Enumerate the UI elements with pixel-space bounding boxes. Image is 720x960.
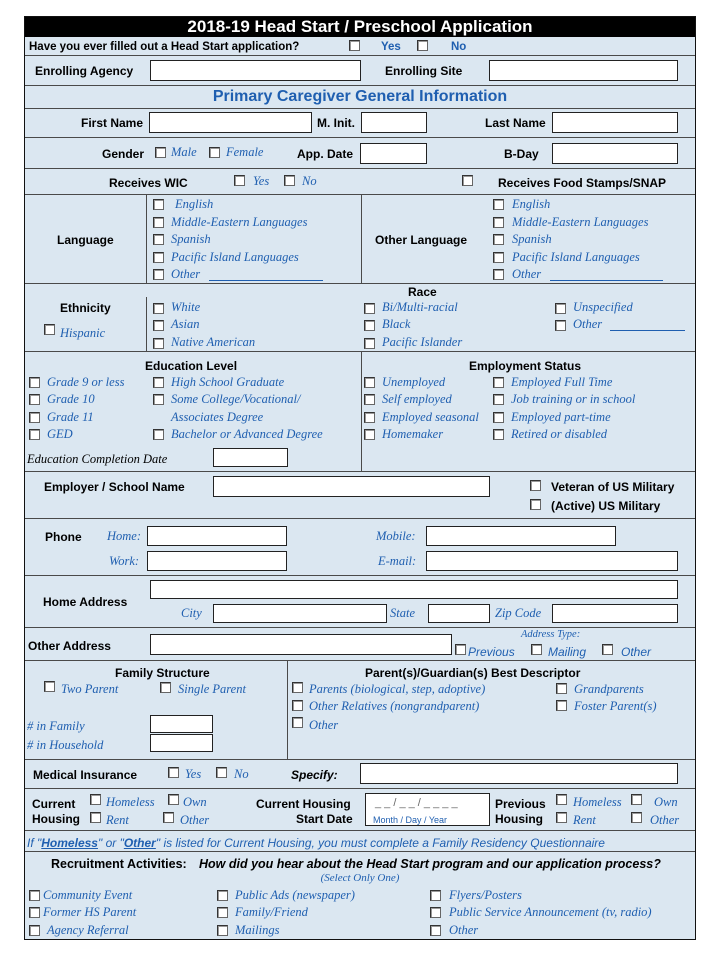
current-other-label: Other: [180, 813, 210, 827]
address-type-previous-label: Previous: [468, 645, 515, 659]
divider: [146, 194, 147, 283]
race-pacific-islander-label: Pacific Islander: [382, 335, 463, 349]
emp-part-time-checkbox[interactable]: [493, 412, 504, 423]
current-homeless-checkbox[interactable]: [90, 794, 101, 805]
other-language-english-label: English: [512, 197, 551, 211]
divider: [25, 55, 695, 56]
language-middle-eastern-checkbox[interactable]: [153, 217, 164, 228]
current-other-checkbox[interactable]: [163, 812, 174, 823]
emp-job-training-checkbox[interactable]: [493, 394, 504, 405]
active-military-label: (Active) US Military: [551, 499, 661, 513]
last-name-label: Last Name: [485, 116, 546, 130]
email-label: E-mail:: [378, 554, 417, 568]
descriptor-foster-label: Foster Parent(s): [574, 699, 657, 713]
in-family-label: # in Family: [27, 719, 85, 733]
emp-retired-label: Retired or disabled: [511, 427, 608, 441]
divider: [25, 518, 695, 519]
race-white-checkbox[interactable]: [153, 303, 164, 314]
recruit-psa-label: Public Service Announcement (tv, radio): [449, 905, 652, 919]
hispanic-label: Hispanic: [60, 326, 106, 340]
state-label: State: [390, 606, 415, 620]
filled-before-question: Have you ever filled out a Head Start application?: [29, 41, 300, 53]
recruit-community-event-label: Community Event: [43, 888, 133, 902]
employer-label: Employer / School Name: [44, 480, 185, 494]
housing-start-label-line2: Start Date: [296, 812, 353, 826]
housing-start-label-line1: Current Housing: [256, 797, 351, 811]
other-address-label: Other Address: [28, 639, 111, 653]
edu-ged-checkbox[interactable]: [29, 429, 40, 440]
edu-grade11-checkbox[interactable]: [29, 412, 40, 423]
divider: [361, 194, 362, 283]
recruitment-label: Recruitment Activities:: [51, 857, 187, 871]
language-other-checkbox[interactable]: [153, 269, 164, 280]
edu-completion-date-input[interactable]: [213, 448, 288, 467]
wic-yes-label: Yes: [253, 174, 270, 188]
divider: [361, 351, 362, 471]
state-input[interactable]: [428, 604, 490, 623]
application-form: [24, 16, 696, 940]
edu-hs-graduate-label: High School Graduate: [171, 375, 285, 389]
edu-grade9-checkbox[interactable]: [29, 377, 40, 388]
divider: [25, 575, 695, 576]
divider: [25, 660, 695, 661]
emp-job-training-label: Job training or in school: [511, 392, 636, 406]
home-address-input[interactable]: [150, 580, 678, 599]
phone-work-input[interactable]: [147, 551, 287, 571]
app-date-input[interactable]: [360, 143, 427, 164]
descriptor-parents-checkbox[interactable]: [292, 682, 303, 693]
veteran-checkbox[interactable]: [530, 480, 541, 491]
previous-other-checkbox[interactable]: [631, 812, 642, 823]
education-title: Education Level: [145, 359, 238, 373]
race-asian-label: Asian: [171, 317, 200, 331]
address-type-previous-checkbox[interactable]: [455, 644, 466, 655]
language-pacific-island-checkbox[interactable]: [153, 252, 164, 263]
divider: [25, 830, 695, 831]
current-rent-checkbox[interactable]: [90, 812, 101, 823]
medical-no-label: No: [234, 767, 249, 781]
app-date-label: App. Date: [297, 147, 354, 161]
housing-start-date-mask: _ _ / _ _ / _ _ _ _: [375, 797, 458, 809]
other-address-input[interactable]: [150, 634, 452, 655]
edu-completion-date-label: Education Completion Date: [27, 452, 168, 466]
previous-rent-checkbox[interactable]: [556, 812, 567, 823]
footnote-homeless: Homeless: [41, 836, 98, 850]
recruit-flyers-label: Flyers/Posters: [449, 888, 522, 902]
single-parent-checkbox[interactable]: [160, 682, 171, 693]
housing-footnote: If "Homeless" or "Other" is listed for Current Housing, you must complete a Family Residency Questionnaire: [27, 836, 605, 850]
gender-female-checkbox[interactable]: [209, 147, 220, 158]
edu-grade10-checkbox[interactable]: [29, 394, 40, 405]
recruit-mailings-checkbox[interactable]: [217, 925, 228, 936]
medical-specify-label: Specify:: [291, 768, 338, 782]
snap-checkbox[interactable]: [462, 175, 473, 186]
recruit-community-event-checkbox[interactable]: [29, 890, 40, 901]
descriptor-foster-checkbox[interactable]: [556, 700, 567, 711]
previous-housing-label-line1: Previous: [495, 797, 546, 811]
email-input[interactable]: [426, 551, 678, 571]
edu-grade9-label: Grade 9 or less: [47, 375, 125, 389]
wic-no-checkbox[interactable]: [284, 175, 295, 186]
first-name-label: First Name: [81, 116, 144, 130]
section-title: Primary Caregiver General Information: [212, 88, 508, 105]
zip-label: Zip Code: [495, 606, 542, 620]
previous-rent-label: Rent: [573, 813, 596, 827]
zip-input[interactable]: [552, 604, 678, 623]
recruit-public-ads-label: Public Ads (newspaper): [235, 888, 355, 902]
race-pacific-islander-checkbox[interactable]: [364, 338, 375, 349]
race-multiracial-label: Bi/Multi-racial: [382, 300, 458, 314]
active-military-checkbox[interactable]: [530, 499, 541, 510]
bday-label: B-Day: [504, 147, 539, 161]
divider: [25, 108, 695, 109]
race-black-checkbox[interactable]: [364, 320, 375, 331]
wic-label: Receives WIC: [109, 176, 188, 190]
other-language-spanish-checkbox[interactable]: [493, 234, 504, 245]
enrolling-agency-input[interactable]: [150, 60, 361, 81]
last-name-input[interactable]: [552, 112, 678, 133]
phone-mobile-input[interactable]: [426, 526, 616, 546]
other-language-middle-eastern-label: Middle-Eastern Languages: [512, 215, 649, 229]
emp-full-time-label: Employed Full Time: [511, 375, 613, 389]
gender-male-label: Male: [171, 145, 197, 159]
wic-yes-checkbox[interactable]: [234, 175, 245, 186]
two-parent-label: Two Parent: [61, 682, 119, 696]
medical-yes-checkbox[interactable]: [168, 767, 179, 778]
previous-homeless-checkbox[interactable]: [556, 794, 567, 805]
filled-before-no-label: No: [451, 41, 467, 53]
divider: [25, 627, 695, 628]
edu-some-college-checkbox[interactable]: [153, 394, 164, 405]
gender-label: Gender: [102, 147, 145, 161]
filled-before-yes-label: Yes: [381, 41, 401, 53]
wic-no-label: No: [302, 174, 317, 188]
race-native-american-checkbox[interactable]: [153, 338, 164, 349]
emp-homemaker-checkbox[interactable]: [364, 429, 375, 440]
emp-seasonal-label: Employed seasonal: [382, 410, 479, 424]
emp-retired-checkbox[interactable]: [493, 429, 504, 440]
other-language-label: Other Language: [375, 233, 468, 247]
race-other-label: Other: [573, 317, 603, 331]
language-english-checkbox[interactable]: [153, 199, 164, 210]
emp-unemployed-label: Unemployed: [382, 375, 446, 389]
city-label: City: [181, 606, 202, 620]
recruit-flyers-checkbox[interactable]: [430, 890, 441, 901]
language-pacific-island-label: Pacific Island Languages: [171, 250, 299, 264]
emp-self-employed-label: Self employed: [382, 392, 452, 406]
divider: [287, 660, 288, 759]
in-family-input[interactable]: [150, 715, 213, 733]
edu-bachelor-checkbox[interactable]: [153, 429, 164, 440]
previous-own-label: Own: [654, 795, 678, 809]
emp-unemployed-checkbox[interactable]: [364, 377, 375, 388]
descriptor-other-checkbox[interactable]: [292, 717, 303, 728]
recruit-public-ads-checkbox[interactable]: [217, 890, 228, 901]
recruitment-question: How did you hear about the Head Start program and our application process?: [199, 857, 661, 871]
single-parent-label: Single Parent: [178, 682, 246, 696]
divider: [25, 283, 695, 284]
city-input[interactable]: [213, 604, 387, 623]
emp-full-time-checkbox[interactable]: [493, 377, 504, 388]
language-other-label: Other: [171, 267, 201, 281]
race-unspecified-label: Unspecified: [573, 300, 633, 314]
family-structure-title: Family Structure: [115, 666, 210, 680]
emp-homemaker-label: Homemaker: [382, 427, 444, 441]
phone-label: Phone: [45, 530, 82, 544]
recruitment-hint: (Select Only One): [320, 872, 400, 884]
snap-label: Receives Food Stamps/SNAP: [498, 176, 667, 190]
medical-no-checkbox[interactable]: [216, 767, 227, 778]
current-housing-label-line1: Current: [32, 797, 76, 811]
veteran-label: Veteran of US Military: [551, 480, 675, 494]
edu-hs-graduate-checkbox[interactable]: [153, 377, 164, 388]
previous-own-checkbox[interactable]: [631, 794, 642, 805]
gender-male-checkbox[interactable]: [155, 147, 166, 158]
descriptor-other-relatives-checkbox[interactable]: [292, 700, 303, 711]
divider: [25, 85, 695, 86]
bday-input[interactable]: [552, 143, 678, 164]
recruit-mailings-label: Mailings: [235, 923, 280, 937]
current-own-checkbox[interactable]: [168, 794, 179, 805]
race-native-american-label: Native American: [171, 335, 256, 349]
other-language-other-line[interactable]: [550, 280, 663, 281]
filled-before-yes-checkbox[interactable]: [349, 40, 360, 51]
current-rent-label: Rent: [106, 813, 129, 827]
descriptor-grandparents-label: Grandparents: [574, 682, 644, 696]
recruit-family-friend-checkbox[interactable]: [217, 907, 228, 918]
recruit-psa-checkbox[interactable]: [430, 907, 441, 918]
other-language-middle-eastern-checkbox[interactable]: [493, 217, 504, 228]
descriptor-other-label: Other: [309, 718, 339, 732]
language-spanish-label: Spanish: [171, 232, 211, 246]
edu-grade10-label: Grade 10: [47, 392, 95, 406]
recruit-former-parent-checkbox[interactable]: [29, 907, 40, 918]
current-housing-label-line2: Housing: [32, 812, 80, 826]
other-language-other-checkbox[interactable]: [493, 269, 504, 280]
edu-associates-label: Associates Degree: [171, 410, 264, 424]
divider: [25, 168, 695, 169]
race-multiracial-checkbox[interactable]: [364, 303, 375, 314]
previous-housing-label-line2: Housing: [495, 812, 543, 826]
form-title: 2018-19 Head Start / Preschool Application: [25, 17, 695, 37]
race-unspecified-checkbox[interactable]: [555, 303, 566, 314]
previous-homeless-label: Homeless: [573, 795, 622, 809]
first-name-input[interactable]: [149, 112, 312, 133]
descriptor-title: Parent(s)/Guardian(s) Best Descriptor: [365, 666, 581, 680]
employment-title: Employment Status: [469, 359, 582, 373]
footnote-other: Other: [123, 836, 156, 850]
enrolling-site-label: Enrolling Site: [385, 64, 463, 78]
language-spanish-checkbox[interactable]: [153, 234, 164, 245]
in-household-input[interactable]: [150, 734, 213, 752]
phone-work-label: Work:: [109, 554, 140, 568]
home-address-label: Home Address: [43, 595, 128, 609]
edu-some-college-label: Some College/Vocational/: [171, 392, 301, 406]
middle-initial-input[interactable]: [361, 112, 427, 133]
two-parent-checkbox[interactable]: [44, 681, 55, 692]
recruit-other-label: Other: [449, 923, 479, 937]
enrolling-agency-label: Enrolling Agency: [35, 64, 134, 78]
race-asian-checkbox[interactable]: [153, 320, 164, 331]
medical-specify-input[interactable]: [360, 763, 678, 784]
emp-part-time-label: Employed part-time: [511, 410, 611, 424]
language-label: Language: [57, 233, 114, 247]
edu-ged-label: GED: [47, 427, 73, 441]
language-other-line[interactable]: [209, 280, 323, 281]
descriptor-parents-label: Parents (biological, step, adoptive): [309, 682, 486, 696]
hispanic-checkbox[interactable]: [44, 324, 55, 335]
edu-grade11-label: Grade 11: [47, 410, 94, 424]
language-english-label: English: [175, 197, 214, 211]
employer-input[interactable]: [213, 476, 490, 497]
current-own-label: Own: [183, 795, 207, 809]
race-black-label: Black: [382, 317, 411, 331]
address-type-mailing-checkbox[interactable]: [531, 644, 542, 655]
divider: [25, 759, 695, 760]
medical-yes-label: Yes: [185, 767, 202, 781]
ethnicity-label: Ethnicity: [60, 301, 111, 315]
divider: [146, 297, 147, 351]
descriptor-other-relatives-label: Other Relatives (nongrandparent): [309, 699, 480, 713]
divider: [25, 471, 695, 472]
gender-female-label: Female: [226, 145, 264, 159]
divider: [25, 137, 695, 138]
address-type-other-label: Other: [621, 645, 652, 659]
current-homeless-label: Homeless: [106, 795, 155, 809]
recruit-agency-referral-checkbox[interactable]: [29, 925, 40, 936]
recruit-family-friend-label: Family/Friend: [235, 905, 308, 919]
race-title: Race: [408, 285, 437, 299]
race-other-line[interactable]: [610, 330, 685, 331]
phone-home-input[interactable]: [147, 526, 287, 546]
in-household-label: # in Household: [27, 738, 104, 752]
recruit-other-checkbox[interactable]: [430, 925, 441, 936]
language-middle-eastern-label: Middle-Eastern Languages: [171, 215, 308, 229]
filled-before-no-checkbox[interactable]: [417, 40, 428, 51]
phone-home-label: Home:: [107, 529, 142, 543]
edu-bachelor-label: Bachelor or Advanced Degree: [171, 427, 323, 441]
address-type-mailing-label: Mailing: [548, 645, 587, 659]
middle-initial-label: M. Init.: [317, 116, 355, 130]
divider: [25, 351, 695, 352]
other-language-other-label: Other: [512, 267, 542, 281]
divider: [25, 194, 695, 195]
housing-start-date-hint: Month / Day / Year: [373, 815, 448, 825]
recruit-former-parent-label: Former HS Parent: [43, 905, 137, 919]
address-type-other-checkbox[interactable]: [602, 644, 613, 655]
other-language-english-checkbox[interactable]: [493, 199, 504, 210]
recruit-agency-referral-label: Agency Referral: [47, 923, 129, 937]
race-white-label: White: [171, 300, 201, 314]
emp-seasonal-checkbox[interactable]: [364, 412, 375, 423]
other-language-spanish-label: Spanish: [512, 232, 552, 246]
descriptor-grandparents-checkbox[interactable]: [556, 683, 567, 694]
phone-mobile-label: Mobile:: [376, 529, 416, 543]
other-language-pacific-island-checkbox[interactable]: [493, 252, 504, 263]
medical-insurance-label: Medical Insurance: [33, 768, 138, 782]
divider: [25, 788, 695, 789]
previous-other-label: Other: [650, 813, 680, 827]
enrolling-site-input[interactable]: [489, 60, 678, 81]
emp-self-employed-checkbox[interactable]: [364, 394, 375, 405]
other-language-pacific-island-label: Pacific Island Languages: [512, 250, 640, 264]
race-other-checkbox[interactable]: [555, 320, 566, 331]
divider: [25, 851, 695, 852]
address-type-label: Address Type:: [521, 629, 581, 640]
